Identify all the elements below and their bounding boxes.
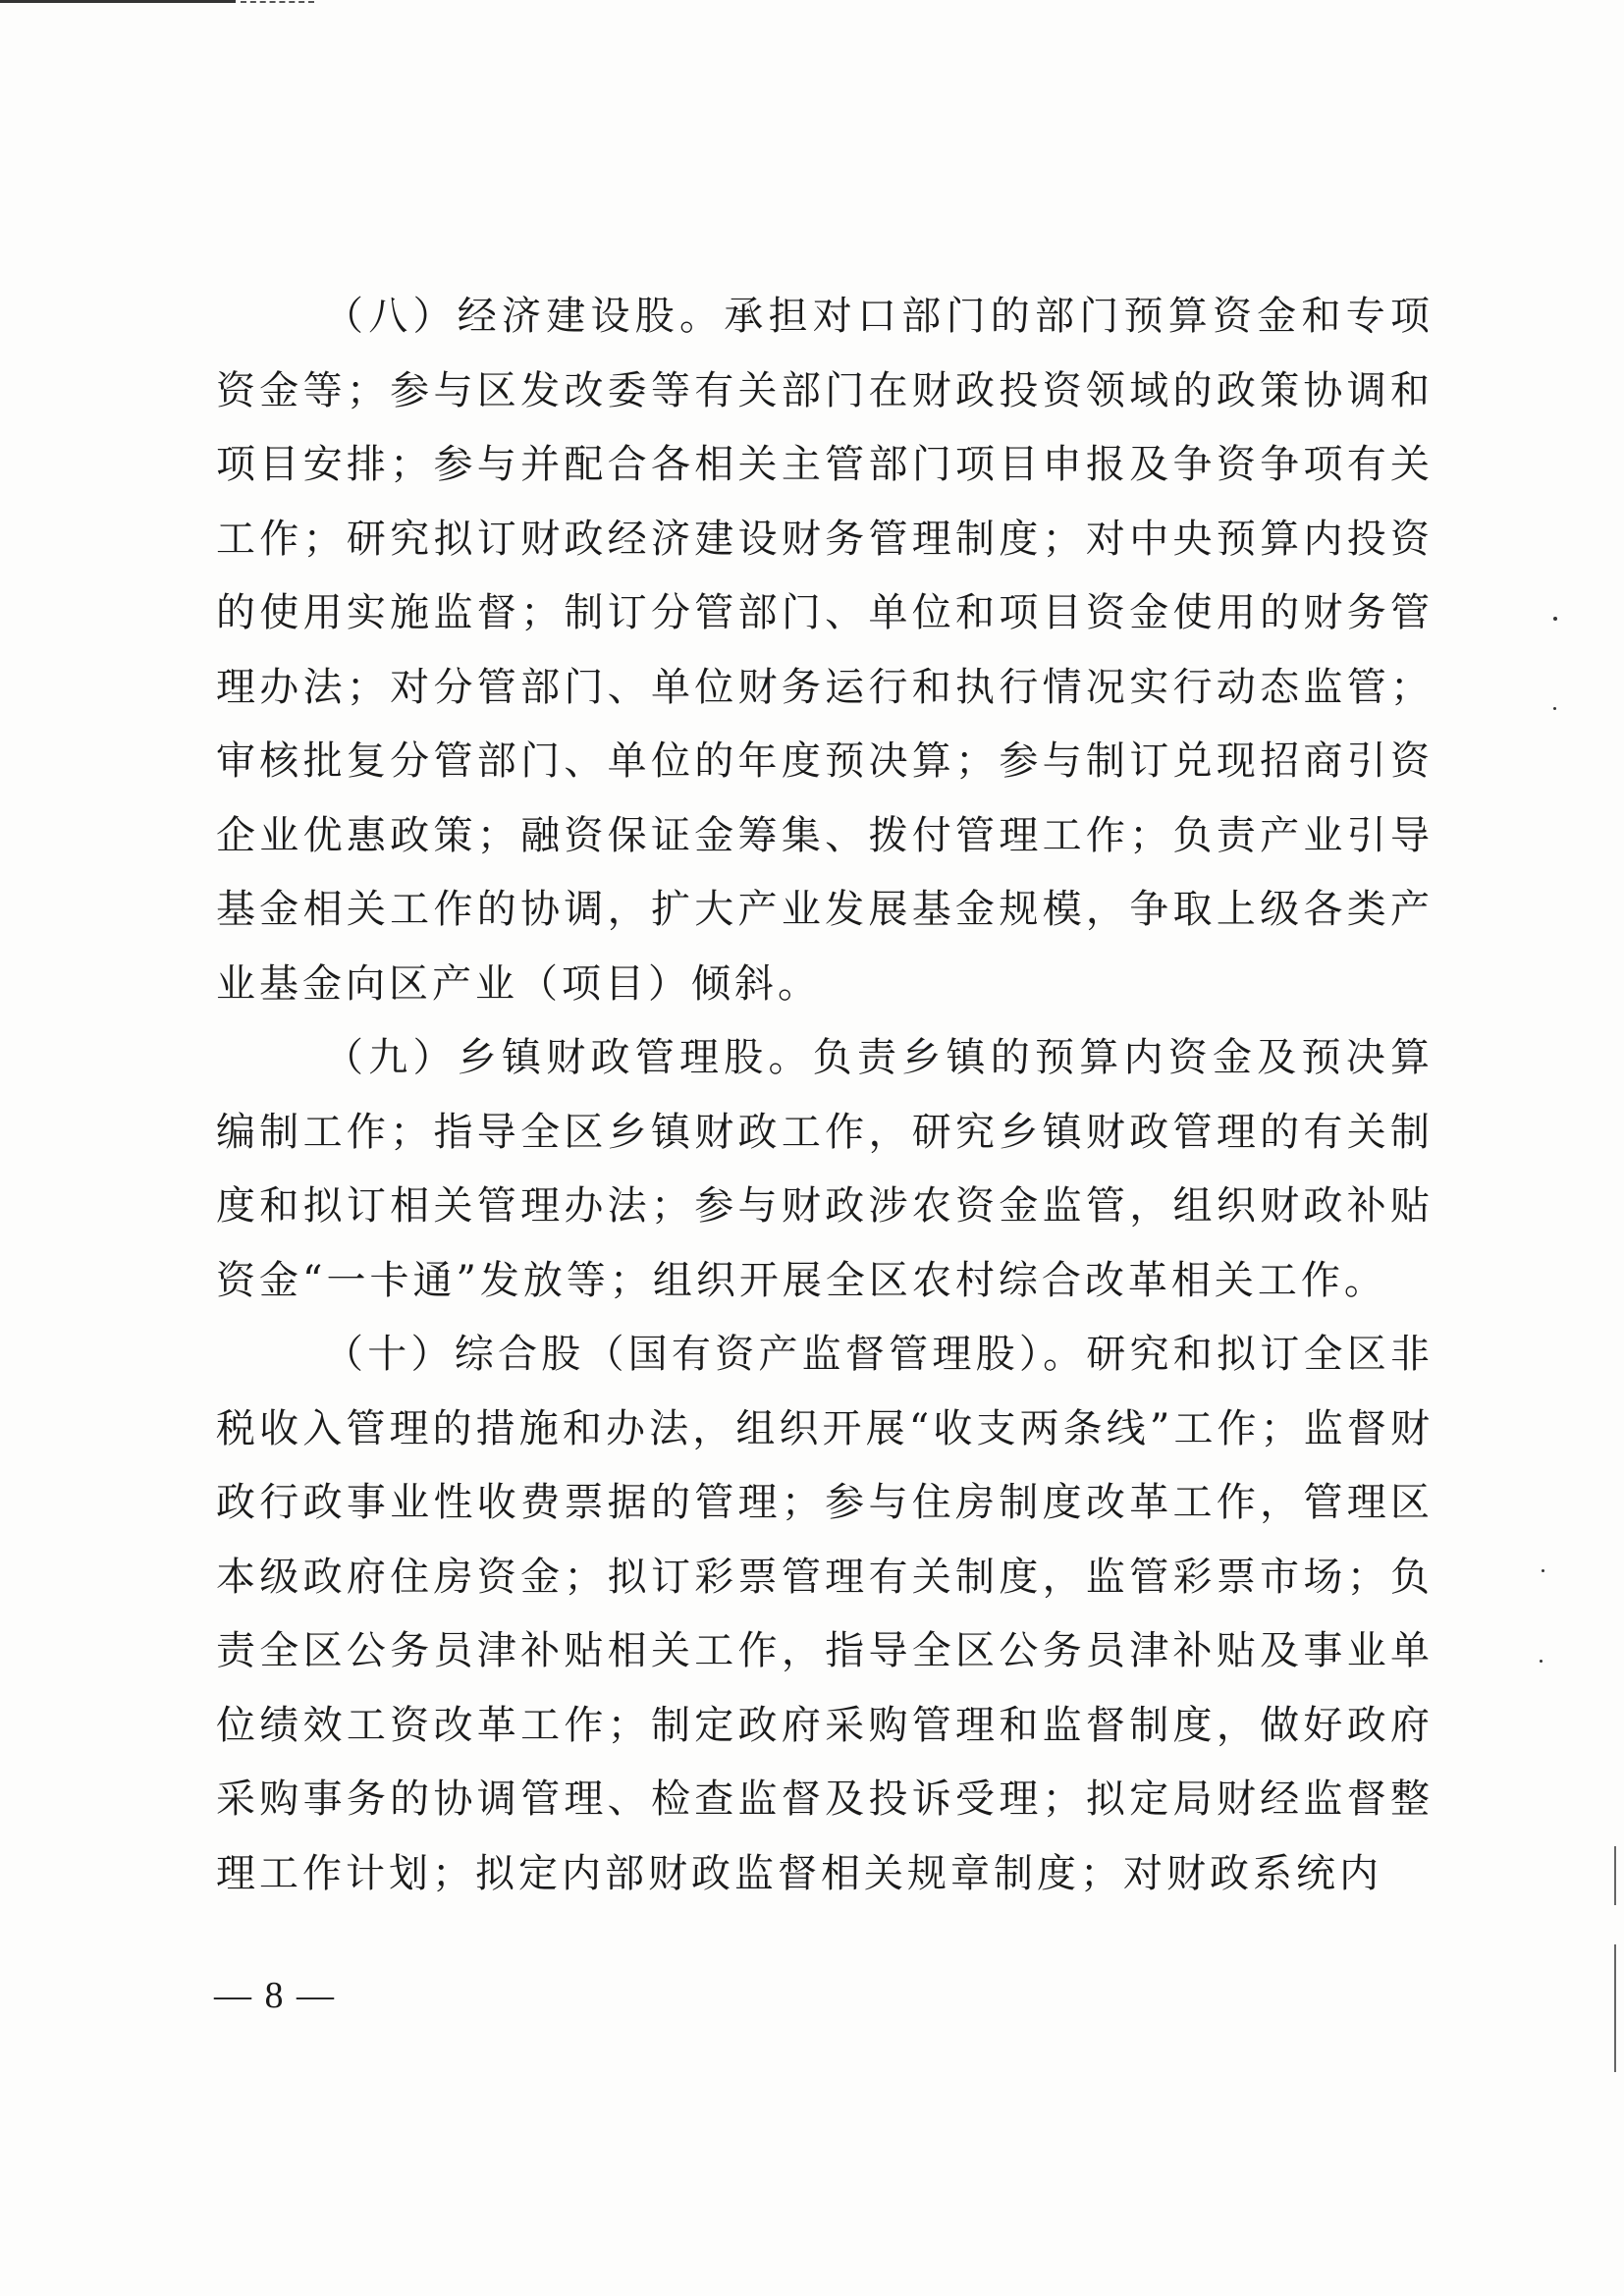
top-rule-dash [241, 1, 314, 3]
top-rule [0, 0, 236, 3]
page-number: — 8 — [214, 1975, 336, 2016]
paragraph-township-finance: （九）乡镇财政管理股。负责乡镇的预算内资金及预决算编制工作；指导全区乡镇财政工作，研究乡镇财政管理的有关制度和拟订相关管理办法；参与财政涉农资金监管，组织财政补贴资金“一卡通”发放等；组织开展全区农村综合改革相关工作。 [216, 1035, 1434, 1303]
paragraph-comprehensive: （十）综合股（国有资产监督管理股）。研究和拟订全区非税收入管理的措施和办法，组织开展“收支两条线”工作；监督财政行政事业性收费票据的管理；参与住房制度改革工作，管理区本级政府住房资金；拟订彩票管理有关制度，监管彩票市场；负责全区公务员津补贴相关工作，指导全区公务员津补贴及事业单位绩效工资改革工作；制定政府采购管理和监督制度，做好政府采购事务的协调管理、检查监督及投诉受理；拟定局财经监督整理工作计划；拟定内部财政监督相关规章制度；对财政系统内 [216, 1332, 1434, 1896]
body-text [216, 280, 1434, 1911]
scan-speck [1553, 707, 1556, 710]
scan-speck [1553, 617, 1557, 621]
scan-edge-mark [1614, 1944, 1616, 2072]
scan-speck [1542, 1569, 1544, 1572]
scan-speck [1540, 1660, 1543, 1663]
scan-edge-mark [1614, 1846, 1616, 1905]
paragraph-economic-construction: （八）经济建设股。承担对口部门的部门预算资金和专项资金等；参与区发改委等有关部门在财政投资领域的政策协调和项目安排；参与并配合各相关主管部门项目申报及争资争项有关工作；研究拟订财政经济建设财务管理制度；对中央预算内投资的使用实施监督；制订分管部门、单位和项目资金使用的财务管理办法；对分管部门、单位财务运行和执行情况实行动态监管；审核批复分管部门、单位的年度预决算；参与制订兑现招商引资企业优惠政策；融资保证金筹集、拨付管理工作；负责产业引导基金相关工作的协调，扩大产业发展基金规模，争取上级各类产业基金向区产业（项目）倾斜。 [216, 294, 1434, 1007]
